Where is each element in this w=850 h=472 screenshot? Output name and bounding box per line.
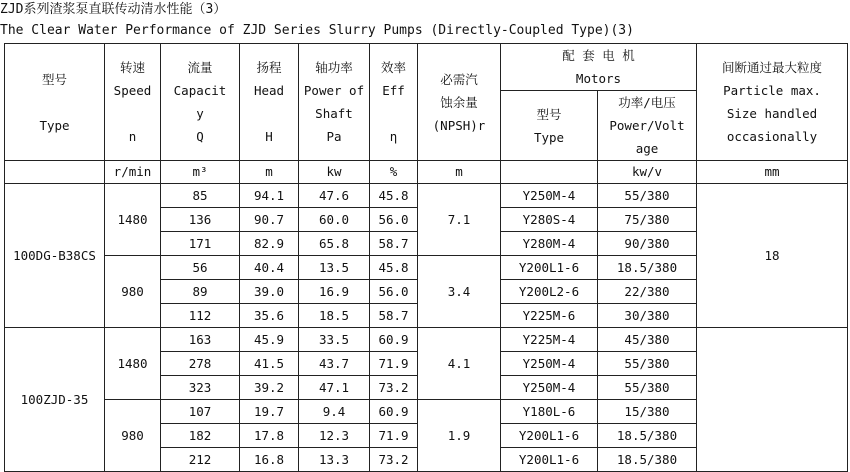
efficiency-cell: 73.2 — [370, 448, 418, 472]
efficiency-cell: 56.0 — [370, 208, 418, 232]
header-speed: 转速 Speed n — [105, 44, 161, 161]
motor-power-cell: 55/380 — [598, 352, 697, 376]
motor-power-cell: 45/380 — [598, 328, 697, 352]
motor-type-cell: Y280M-4 — [501, 232, 598, 256]
motor-type-cell: Y250M-4 — [501, 376, 598, 400]
head-cell: 16.8 — [240, 448, 299, 472]
npsh-cell: 7.1 — [418, 184, 501, 256]
motor-power-cell: 18.5/380 — [598, 424, 697, 448]
capacity-cell: 171 — [161, 232, 240, 256]
efficiency-cell: 60.9 — [370, 400, 418, 424]
capacity-cell: 278 — [161, 352, 240, 376]
speed-cell: 980 — [105, 400, 161, 472]
capacity-cell: 89 — [161, 280, 240, 304]
power-cell: 43.7 — [299, 352, 370, 376]
efficiency-cell: 60.9 — [370, 328, 418, 352]
performance-table — [4, 43, 848, 472]
head-cell: 39.0 — [240, 280, 299, 304]
motor-power-cell: 90/380 — [598, 232, 697, 256]
head-cell: 41.5 — [240, 352, 299, 376]
power-cell: 16.9 — [299, 280, 370, 304]
header-capacity: 流量 Capacit y Q — [161, 44, 240, 161]
motor-power-cell: 30/380 — [598, 304, 697, 328]
head-cell: 17.8 — [240, 424, 299, 448]
npsh-cell: 4.1 — [418, 328, 501, 400]
header-power: 轴功率 Power of Shaft Pa — [299, 44, 370, 161]
unit-model — [5, 161, 105, 184]
motor-power-cell: 55/380 — [598, 184, 697, 208]
head-cell: 35.6 — [240, 304, 299, 328]
efficiency-cell: 56.0 — [370, 280, 418, 304]
motor-type-cell: Y225M-4 — [501, 328, 598, 352]
unit-power: kw — [299, 161, 370, 184]
model-cell: 100ZJD-35 — [5, 328, 105, 472]
power-cell: 18.5 — [299, 304, 370, 328]
page-title-en: The Clear Water Performance of ZJD Series Slurry Pumps (Directly-Coupled Type)(3) — [0, 23, 634, 38]
header-particle-size: 间断通过最大粒度 Particle max. Size handled occasionally — [697, 44, 848, 161]
power-cell: 60.0 — [299, 208, 370, 232]
head-cell: 82.9 — [240, 232, 299, 256]
speed-cell: 1480 — [105, 184, 161, 256]
motor-power-cell: 55/380 — [598, 376, 697, 400]
capacity-cell: 136 — [161, 208, 240, 232]
motor-power-cell: 15/380 — [598, 400, 697, 424]
efficiency-cell: 45.8 — [370, 184, 418, 208]
efficiency-cell: 58.7 — [370, 304, 418, 328]
header-npsh: 必需汽 蚀余量 (NPSH)r — [418, 44, 501, 161]
efficiency-cell: 58.7 — [370, 232, 418, 256]
capacity-cell: 85 — [161, 184, 240, 208]
head-cell: 94.1 — [240, 184, 299, 208]
motor-type-cell: Y200L1-6 — [501, 424, 598, 448]
header-model: 型号 Type — [5, 44, 105, 161]
unit-speed: r/min — [105, 161, 161, 184]
capacity-cell: 56 — [161, 256, 240, 280]
particle-cell — [697, 328, 848, 472]
head-cell: 40.4 — [240, 256, 299, 280]
capacity-cell: 112 — [161, 304, 240, 328]
npsh-cell: 3.4 — [418, 256, 501, 328]
page-title-cn: ZJD系列渣浆泵直联传动清水性能（3） — [0, 2, 227, 17]
unit-head: m — [240, 161, 299, 184]
header-motor-type: 型号 Type — [501, 91, 598, 161]
motor-type-cell: Y225M-6 — [501, 304, 598, 328]
header-motors: 配 套 电 机 Motors — [501, 44, 697, 91]
power-cell: 12.3 — [299, 424, 370, 448]
table-row — [5, 328, 848, 352]
capacity-cell: 163 — [161, 328, 240, 352]
motor-power-cell: 22/380 — [598, 280, 697, 304]
power-cell: 13.3 — [299, 448, 370, 472]
model-cell: 100DG-B38CS — [5, 184, 105, 328]
capacity-cell: 212 — [161, 448, 240, 472]
header-head: 扬程 Head H — [240, 44, 299, 161]
motor-type-cell: Y180L-6 — [501, 400, 598, 424]
unit-motor-type — [501, 161, 598, 184]
head-cell: 19.7 — [240, 400, 299, 424]
npsh-cell: 1.9 — [418, 400, 501, 472]
unit-npsh: m — [418, 161, 501, 184]
efficiency-cell: 45.8 — [370, 256, 418, 280]
power-cell: 47.1 — [299, 376, 370, 400]
header-motor-power: 功率/电压 Power/Volt age — [598, 91, 697, 161]
unit-capacity: m³ — [161, 161, 240, 184]
motor-power-cell: 18.5/380 — [598, 256, 697, 280]
power-cell: 47.6 — [299, 184, 370, 208]
header-efficiency: 效率 Eff η — [370, 44, 418, 161]
motor-type-cell: Y250M-4 — [501, 352, 598, 376]
power-cell: 33.5 — [299, 328, 370, 352]
units-row — [5, 161, 848, 184]
capacity-cell: 182 — [161, 424, 240, 448]
particle-cell: 18 — [697, 184, 848, 328]
power-cell: 9.4 — [299, 400, 370, 424]
head-cell: 45.9 — [240, 328, 299, 352]
unit-motor-power: kw/v — [598, 161, 697, 184]
power-cell: 65.8 — [299, 232, 370, 256]
speed-cell: 980 — [105, 256, 161, 328]
efficiency-cell: 71.9 — [370, 424, 418, 448]
motor-type-cell: Y250M-4 — [501, 184, 598, 208]
motor-type-cell: Y200L1-6 — [501, 256, 598, 280]
table-row — [5, 184, 848, 208]
head-cell: 90.7 — [240, 208, 299, 232]
speed-cell: 1480 — [105, 328, 161, 400]
motor-power-cell: 75/380 — [598, 208, 697, 232]
motor-power-cell: 18.5/380 — [598, 448, 697, 472]
unit-particle: mm — [697, 161, 848, 184]
efficiency-cell: 73.2 — [370, 376, 418, 400]
motor-type-cell: Y280S-4 — [501, 208, 598, 232]
efficiency-cell: 71.9 — [370, 352, 418, 376]
unit-efficiency: % — [370, 161, 418, 184]
motor-type-cell: Y200L2-6 — [501, 280, 598, 304]
capacity-cell: 107 — [161, 400, 240, 424]
capacity-cell: 323 — [161, 376, 240, 400]
motor-type-cell: Y200L1-6 — [501, 448, 598, 472]
head-cell: 39.2 — [240, 376, 299, 400]
power-cell: 13.5 — [299, 256, 370, 280]
